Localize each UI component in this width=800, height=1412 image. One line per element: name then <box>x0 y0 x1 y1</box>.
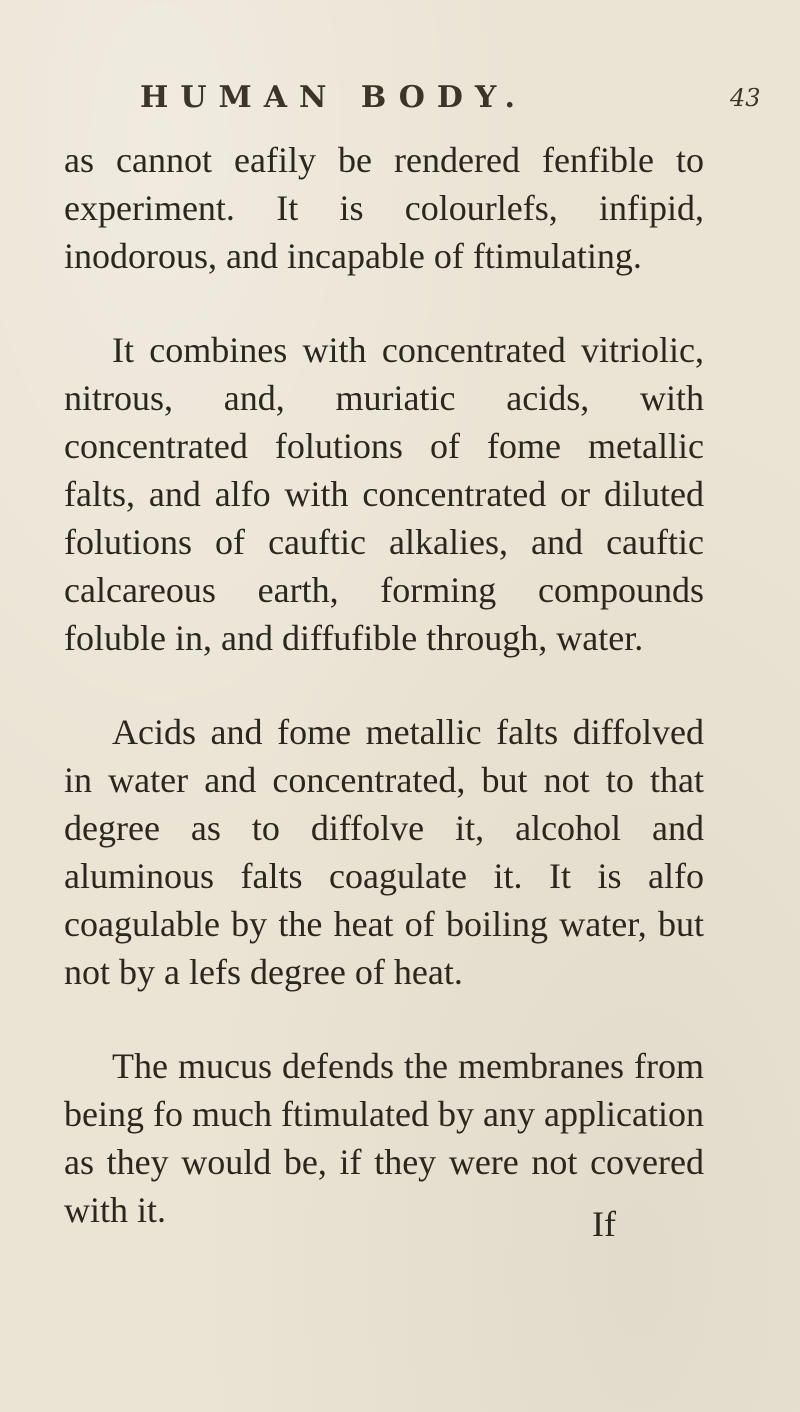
paragraph-4: The mucus defends the membranes from being fo much ftimulated by any application as they would be, if they were not covered with it. <box>64 1046 704 1230</box>
running-head: HUMAN BODY. <box>140 80 527 115</box>
page-number: 43 <box>730 84 761 112</box>
paragraph-1: as cannot eafily be rendered fenfible to experiment. It is colourlefs, infipid, inodorous, and incapable of ftimulating. <box>64 140 704 276</box>
paragraph-3: Acids and fome metallic falts diffolved in water and concentrated, but not to that degree as to diffolve it, alcohol and aluminous falts coagulate it. It is alfo coagulable by the heat of boiling water, but not by a lefs degree of heat. <box>64 712 704 992</box>
catchword: If <box>592 1204 616 1244</box>
paragraph-2: It combines with concentrated vitriolic, nitrous, and, muriatic acids, with concentrated folutions of fome metallic falts, and alfo with concentrated or diluted folutions of cauftic alkalies, and cauftic calcareous earth, forming compounds foluble in, and diffufible through, water. <box>64 330 704 658</box>
body-text <box>64 136 704 1280</box>
